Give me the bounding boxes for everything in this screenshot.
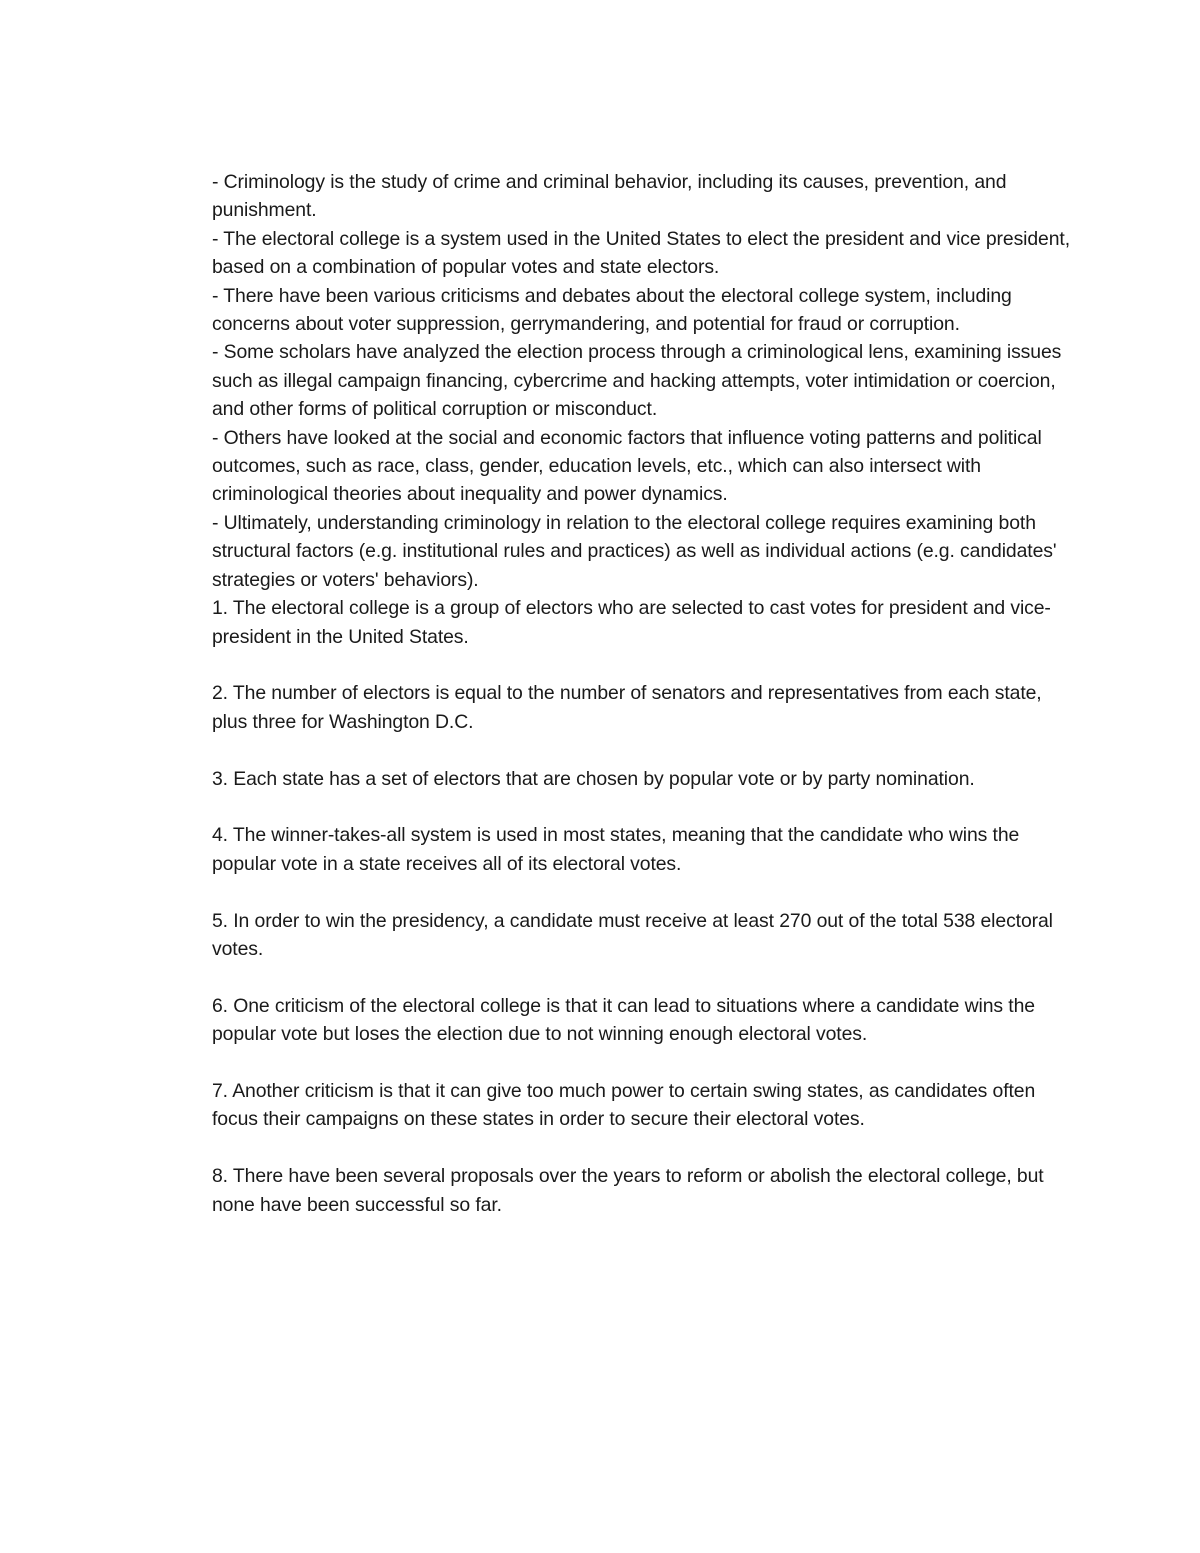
numbered-paragraph: 7. Another criticism is that it can give too much power to certain swing states, as candidates often focus their campaigns on these states in order to secure their electoral votes.	[212, 1079, 1041, 1131]
numbered-paragraph: 1. The electoral college is a group of electors who are selected to cast votes for president and vice-president in the United States.	[212, 597, 1051, 648]
bullet-paragraph: - Others have looked at the social and economic factors that influence voting patterns and political outcomes, such as race, class, gender, education levels, etc., which can also intersect with criminological theories about inequality and power dynamics.	[212, 426, 1047, 506]
numbered-paragraph: 2. The number of electors is equal to the number of senators and representatives from each state, plus three for Washington D.C.	[212, 682, 1047, 733]
numbered-paragraph: 5. In order to win the presidency, a candidate must receive at least 270 out of the total 538 electoral votes.	[212, 909, 1059, 960]
bullet-paragraph: - Ultimately, understanding criminology in relation to the electoral college requires examining both structural factors (e.g. institutional rules and practices) as well as individual actions (e.g. candidates' strategies or voters' behaviors).	[212, 511, 1062, 591]
paragraph-spacer	[212, 1049, 1072, 1077]
paragraph-spacer	[212, 878, 1072, 906]
numbered-paragraph: 6. One criticism of the electoral college is that it can lead to situations where a candidate wins the popular vote but loses the election due to not winning enough electoral votes.	[212, 994, 1041, 1046]
numbered-paragraph: 3. Each state has a set of electors that are chosen by popular vote or by party nomination.	[212, 767, 975, 790]
bullet-paragraph: - Criminology is the study of crime and criminal behavior, including its causes, prevention, and punishment.	[212, 171, 1012, 222]
bullet-paragraph: - There have been various criticisms and debates about the electoral college system, including concerns about voter suppression, gerrymandering, and potential for fraud or corruption.	[212, 284, 1018, 336]
numbered-paragraph: 4. The winner-takes-all system is used in most states, meaning that the candidate who wins the popular vote in a state receives all of its electoral votes.	[212, 824, 1025, 875]
paragraph-spacer	[212, 651, 1072, 679]
paragraph-spacer	[212, 736, 1072, 764]
paragraph-spacer	[212, 963, 1072, 991]
numbered-paragraph: 8. There have been several proposals over the years to reform or abolish the electoral college, but none have been successful so far.	[212, 1165, 1049, 1216]
paragraph-spacer	[212, 1134, 1072, 1162]
paragraph-spacer	[212, 793, 1072, 821]
bullet-paragraph: - The electoral college is a system used in the United States to elect the president and vice president, based on a combination of popular votes and state electors.	[212, 227, 1076, 279]
bullet-paragraph: - Some scholars have analyzed the election process through a criminological lens, examining issues such as illegal campaign financing, cybercrime and hacking attempts, voter intimidation or coercion, and other forms of political corruption or misconduct.	[212, 341, 1067, 421]
document-body	[212, 168, 1076, 1219]
